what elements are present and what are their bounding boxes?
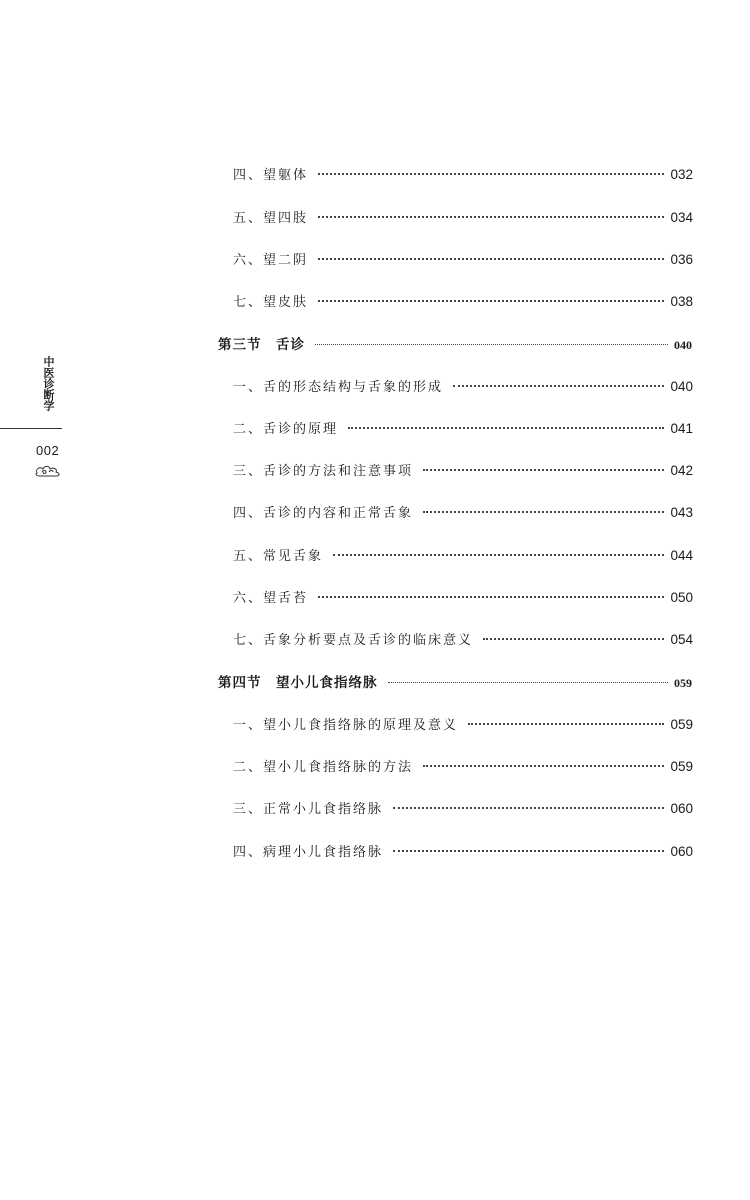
toc-entry-page: 044 [670,548,693,563]
toc-section-heading[interactable] [218,671,692,691]
toc-entry[interactable] [233,207,693,227]
toc-leader [318,596,664,598]
toc-leader [423,765,664,767]
toc-entry[interactable] [233,376,693,396]
toc-entry[interactable] [233,841,693,861]
toc-entry-label: 三、正常小儿食指络脉 [233,802,384,817]
toc-section-label: 第三节 舌诊 [218,337,305,353]
toc-entry[interactable] [233,460,693,480]
toc-entry[interactable] [233,164,693,184]
toc-entry[interactable] [233,587,693,607]
toc-entry-label: 六、望二阴 [233,253,309,268]
toc-section-label: 第四节 望小儿食指络脉 [218,675,378,691]
toc-leader [388,682,669,683]
toc-entry-page: 050 [670,590,693,605]
side-divider [0,428,62,429]
toc-leader [315,344,668,345]
toc-leader [393,807,664,809]
toc-leader [423,511,664,513]
toc-entry-page: 042 [670,463,693,478]
toc-entry-page: 054 [670,632,693,647]
toc-entry-page: 059 [670,759,693,774]
toc-entry-page: 060 [670,844,693,859]
toc-entry[interactable] [233,418,693,438]
toc-entry-page: 060 [670,801,693,816]
toc-entry-label: 五、常见舌象 [233,549,324,564]
toc-entry-page: 040 [670,379,693,394]
toc-leader [318,300,664,302]
toc-entry[interactable] [233,629,693,649]
toc-entry-label: 四、舌诊的内容和正常舌象 [233,506,414,521]
toc-entry[interactable] [233,545,693,565]
toc-leader [333,554,664,556]
toc-leader [318,173,664,175]
toc-leader [468,723,664,725]
toc-entry[interactable] [233,798,693,818]
toc-entry-label: 三、舌诊的方法和注意事项 [233,464,414,479]
toc-section-page: 040 [674,338,692,352]
toc-section-page: 059 [674,676,692,690]
toc-entry-page: 032 [670,167,693,182]
toc-entry-page: 043 [670,505,693,520]
toc-entry-label: 七、舌象分析要点及舌诊的临床意义 [233,633,474,648]
toc-entry-label: 七、望皮肤 [233,295,309,310]
page-number: 002 [36,443,60,458]
side-book-title: 中医诊断学 [42,356,55,411]
toc-entry-page: 034 [670,210,693,225]
toc-entry-page: 036 [670,252,693,267]
toc-entry-label: 一、舌的形态结构与舌象的形成 [233,380,444,395]
toc-leader [453,385,664,387]
toc-section-heading[interactable] [218,333,692,353]
toc-entry-page: 041 [670,421,693,436]
toc-leader [393,850,664,852]
toc-entry[interactable] [233,249,693,269]
toc-entry[interactable] [233,714,693,734]
toc-entry-label: 四、病理小儿食指络脉 [233,845,384,860]
toc-leader [483,638,664,640]
toc-entry-page: 059 [670,717,693,732]
toc-entry[interactable] [233,756,693,776]
toc-entry-label: 一、望小儿食指络脉的原理及意义 [233,718,459,733]
toc-entry-label: 六、望舌苔 [233,591,309,606]
toc-leader [318,216,664,218]
toc-entry-label: 二、望小儿食指络脉的方法 [233,760,414,775]
toc-entry[interactable] [233,291,693,311]
toc-leader [423,469,664,471]
toc-entry[interactable] [233,502,693,522]
toc-leader [318,258,664,260]
toc-entry-label: 五、望四肢 [233,211,309,226]
toc-entry-page: 038 [670,294,693,309]
toc-entry-label: 二、舌诊的原理 [233,422,339,437]
toc-entry-label: 四、望躯体 [233,168,309,183]
toc-leader [348,427,664,429]
cloud-ornament-icon [34,464,62,478]
